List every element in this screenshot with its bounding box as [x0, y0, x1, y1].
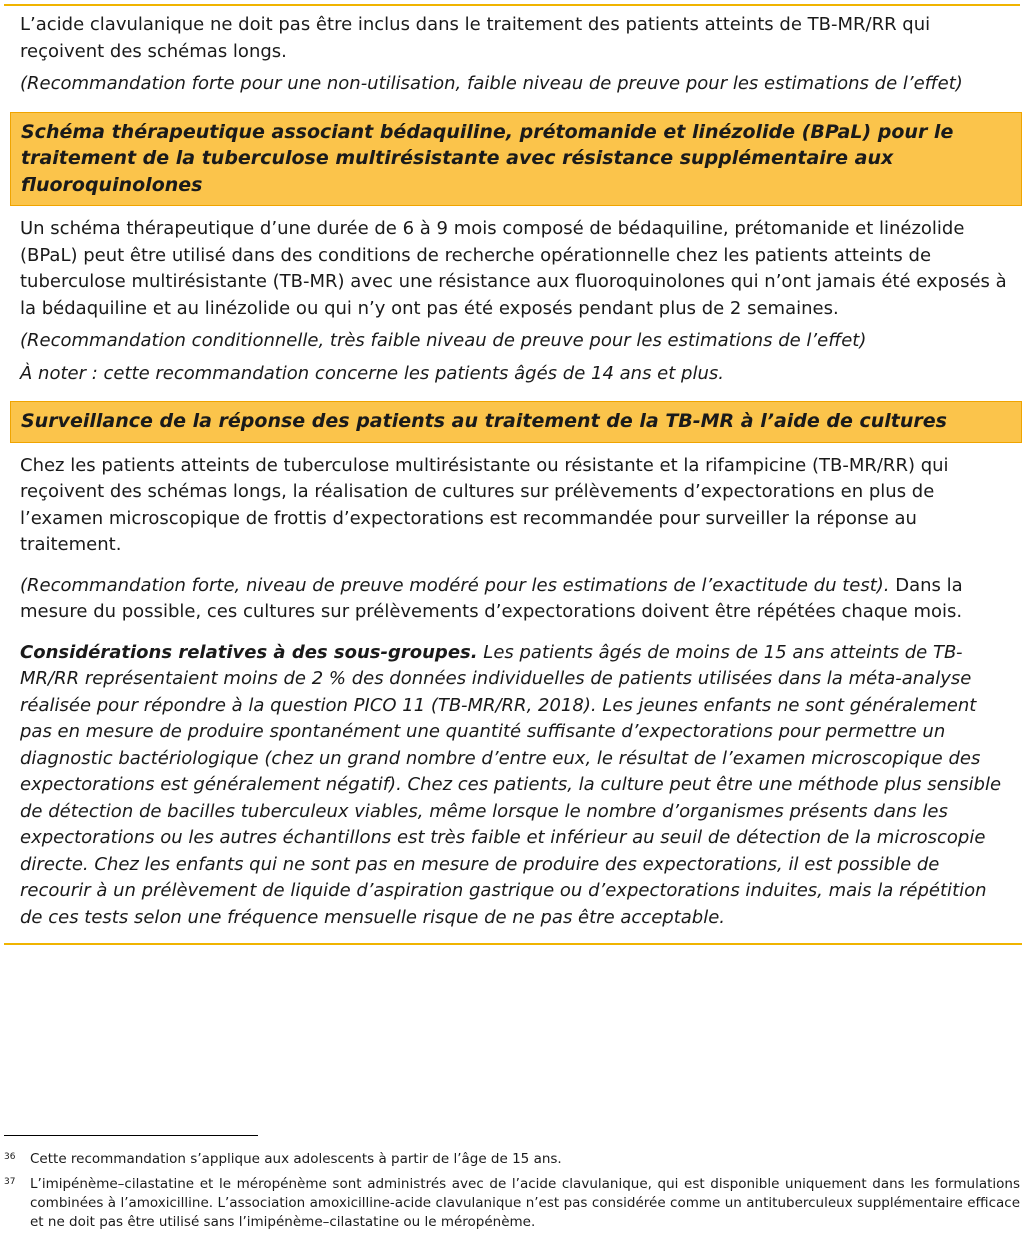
- footnote-text: Cette recommandation s’applique aux adolescents à partir de l’âge de 15 ans.: [30, 1151, 562, 1167]
- document-content: [10, 12, 1022, 945]
- culture-section-heading: Surveillance de la réponse des patients au traitement de la TB-MR à l’aide de cultures: [10, 401, 1022, 443]
- culture-recommendation-note: [10, 573, 1022, 626]
- footnotes: [4, 1150, 1020, 1238]
- culture-note-plain: Dans la mesure du possible, ces cultures sur prélèvements d’expectorations doivent être répétées chaque mois.: [20, 574, 963, 622]
- footnote-separator: [4, 1135, 258, 1136]
- footnote-36: [4, 1150, 1020, 1169]
- footnote-number: 36: [4, 1152, 16, 1162]
- culture-note-italic: (Recommandation forte, niveau de preuve modéré pour les estimations de l’exactitude du test).: [20, 574, 890, 596]
- culture-body-text: Chez les patients atteints de tuberculose multirésistante ou résistante et la rifampicine (TB-MR/RR) qui reçoivent des schémas longs, la réalisation de cultures sur prélèvements d’expectorations en plus de l’examen microscopique de frottis d’expectorations est recommandée pour surveiller la réponse au traitement.: [20, 454, 949, 555]
- section-bottom-rule: [4, 943, 1022, 945]
- footnote-37: [4, 1175, 1020, 1232]
- footnote-text: L’imipénème–cilastatine et le méropénème sont administrés avec de l’acide clavulanique, qui est disponible uniquement dans les formulations combinées à l’amoxicilline. L’association amoxicilline-acide clavulanique n’est pas considérée comme un antituberculeux supplémentaire efficace et ne doit pas être utilisé sans l’imipénème–cilastatine ou le méropénème.: [30, 1176, 1020, 1230]
- footnote-number: 37: [4, 1177, 16, 1187]
- subgroups-title: Considérations relatives à des sous-groupes.: [20, 641, 478, 663]
- bpal-recommendation-note: (Recommandation conditionnelle, très faible niveau de preuve pour les estimations de l’effet): [20, 330, 867, 351]
- bpal-body-text: Un schéma thérapeutique d’une durée de 6 à 9 mois composé de bédaquiline, prétomanide et linézolide (BPaL) peut être utilisé dans des conditions de recherche opérationnelle chez les patients atteints de tuberculose multirésistante (TB-MR) avec une résistance aux fluoroquinolones qui n’ont jamais été exposés à la bédaquiline et au linézolide ou qui n’y ont pas été exposés pendant plus de 2 semaines.: [20, 218, 1007, 319]
- intro-recommendation-note: (Recommandation forte pour une non-utilisation, faible niveau de preuve pour les estimations de l’effet): [20, 73, 963, 94]
- subgroups-text: Les patients âgés de moins de 15 ans atteints de TB-MR/RR représentaient moins de 2 % des données individuelles de patients utilisées dans la méta-analyse réalisée pour répondre à la question PICO 11 (TB-MR/RR, 2018). Les jeunes enfants ne sont généralement pas en mesure de produire spontanément une quantité suffisante d’expectorations pour permettre un diagnostic bactériologique (chez un grand nombre d’entre eux, le résultat de l’examen microscopique des expectorations est généralement négatif). Chez ces patients, la culture peut être une méthode plus sensible de détection de bacilles tuberculeux viables, même lorsque le nombre d’organismes présents dans les expectorations ou les autres échantillons est très faible et inférieur au seuil de détection de la microscopie directe. Chez les enfants qui ne sont pas en mesure de produire des expectorations, il est possible de recourir à un prélèvement de liquide d’aspiration gastrique ou d’expectorations induites, mais la répétition de ces tests selon une fréquence mensuelle risque de ne pas être acceptable.: [20, 641, 1002, 928]
- top-rule: [4, 4, 1020, 6]
- bpal-section-heading: Schéma thérapeutique associant bédaquiline, prétomanide et linézolide (BPaL) pour le traitement de la tuberculose multirésistante avec résistance supplémentaire aux fluoroquinolones: [10, 112, 1022, 207]
- subgroups-paragraph: [10, 640, 1022, 932]
- intro-text: L’acide clavulanique ne doit pas être inclus dans le traitement des patients atteints de TB-MR/RR qui reçoivent des schémas longs.: [20, 14, 931, 62]
- bpal-age-note: À noter : cette recommandation concerne les patients âgés de 14 ans et plus.: [20, 362, 724, 384]
